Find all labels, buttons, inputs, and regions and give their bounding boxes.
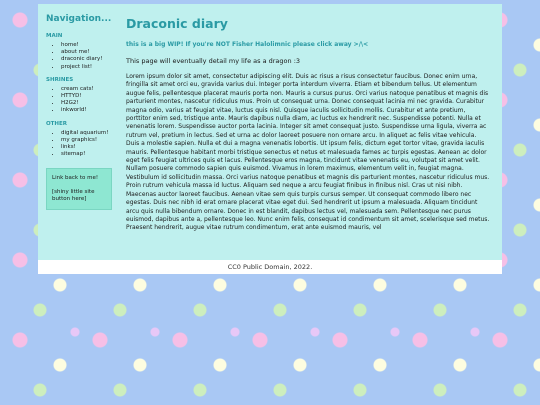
wip-notice: this is a big WIP! If you're NOT Fisher Halolimnic please click away >/\<: [126, 41, 369, 48]
nav-link-diary[interactable]: draconic diary!: [61, 56, 103, 63]
nav-item-diary[interactable]: [61, 56, 112, 63]
nav-item-projects[interactable]: [61, 64, 112, 71]
nav-list-other: [46, 130, 112, 159]
nav-item-h2g2[interactable]: [61, 100, 112, 107]
nav-list-shrines: [46, 86, 112, 115]
nav-link-graphics[interactable]: my graphics!: [61, 136, 98, 143]
link-back-label: Link back to me!: [52, 175, 99, 182]
section-heading-main: MAIN: [46, 33, 63, 39]
section-heading-shrines: SHRINES: [46, 76, 74, 83]
link-back-box: [46, 168, 112, 210]
nav-link-home[interactable]: home!: [61, 42, 79, 48]
footer-text: CC0 Public Domain, 2022.: [227, 263, 313, 271]
nav-link-inkworld[interactable]: inkworld!: [61, 107, 87, 114]
nav-link-projects[interactable]: project list!: [61, 63, 93, 70]
nav-link-aquarium[interactable]: digital aquarium!: [61, 129, 109, 136]
footer: [38, 260, 502, 274]
nav-item-sitemap[interactable]: [61, 151, 112, 158]
nav-item-links[interactable]: [61, 144, 112, 151]
nav-link-about[interactable]: about me!: [61, 49, 90, 56]
nav-link-sitemap[interactable]: sitemap!: [61, 151, 86, 158]
nav-list-main: [46, 42, 112, 71]
page-container: [38, 4, 502, 273]
nav-item-cream-cats[interactable]: [61, 86, 112, 93]
nav-item-inkworld[interactable]: [61, 107, 112, 114]
nav-link-h2g2[interactable]: H2G2!: [61, 100, 79, 107]
nav-item-about[interactable]: [61, 49, 112, 56]
sidebar-title: Navigation...: [46, 14, 112, 24]
nav-item-aquarium[interactable]: [61, 130, 112, 137]
nav-item-graphics[interactable]: [61, 137, 112, 144]
nav-link-links[interactable]: links!: [61, 144, 76, 151]
body-text: Lorem ipsum dolor sit amet, consectetur adipiscing elit. Duis ac risus a risus consectetur faucibus. Donec enim urna, fringilla sit amet orci eu, gravida varius dui. Integer porta interdum viverra. Etiam et bibendum tellus. Ut elementum augue felis, pellentesque placerat mauris porta non. Mauris a cursus purus. Orci varius natoque penatibus et magnis dis parturient montes, nascetur ridiculus mus. Proin ut consequat urna. Donec consequat lacinia mi nec gravida. Curabitur magna odio, varius at feugiat vitae, luctus quis nisl. Quisque iaculis sollicitudin mollis. Curabitur et ante pretium, porttitor enim sed, tristique ante. Mauris dapibus nulla diam, ac luctus ex hendrerit nec. Suspendisse potenti. Nulla et venenatis lorem. Suspendisse auctor porta lacinia. Integer sit amet consequat justo. Suspendisse urna ligula, viverra ac rutrum vel, pretium in lectus. Sed et urna ac dolor laoreet posuere non ornare arcu. In aliquet ac felis vitae vehicula. Duis a molestie sapien. Nulla et dui a magna venenatis lobortis. Ut ipsum felis, dictum eget tortor vitae, gravida iaculis mauris. Pellentesque habitant morbi tristique senectus et netus et malesuada fames ac turpis egestas. Aenean ac dolor eget felis feugiat ultrices quis et lacus. Pellentesque eros magna, tincidunt vitae venenatis eu, volutpat sit amet velit. Nullam posuere commodo sapien quis euismod. Vivamus in lorem maximus, elementum velit in, feugiat magna. Vestibulum id sollicitudin massa. Orci varius natoque penatibus et magnis dis parturient montes, nascetur ridiculus mus. Proin rutrum vehicula massa id luctus. Aliquam sed neque a arcu feugiat finibus in finibus nisl. Cras ut nisi nibh. Maecenas auctor laoreet faucibus. Aenean vitae sem quis turpis cursus semper. Ut consequat commodo libero nec egestas. Duis nec nibh id erat ornare placerat vitae eget dui. Sed hendrerit ut ipsum a malesuada. Aliquam tincidunt arcu quis nulla bibendum ornare. Donec in est blandit, dapibus lectus vel, malesuada sem. Pellentesque nec purus euismod, dapibus ante a, pellentesque leo. Nunc enim felis, consequat id condimentum sit amet, scelerisque sed metus. Praesent hendrerit, augue vitae rutrum condimentum, erat ante euismod mauris, vel: [126, 73, 490, 232]
nav-link-cream-cats[interactable]: cream cats!: [61, 85, 94, 92]
page-title: Draconic diary: [126, 16, 228, 31]
sidebar: [38, 4, 120, 273]
intro-text: This page will eventually detail my life as a dragon :3: [126, 57, 301, 65]
site-button-placeholder[interactable]: [shiny little site button here]: [52, 189, 95, 203]
main-content: [120, 4, 502, 273]
nav-link-httyd[interactable]: HTTYD!: [61, 93, 82, 100]
nav-item-home[interactable]: [61, 42, 112, 49]
nav-item-httyd[interactable]: [61, 93, 112, 100]
section-heading-other: OTHER: [46, 120, 68, 127]
